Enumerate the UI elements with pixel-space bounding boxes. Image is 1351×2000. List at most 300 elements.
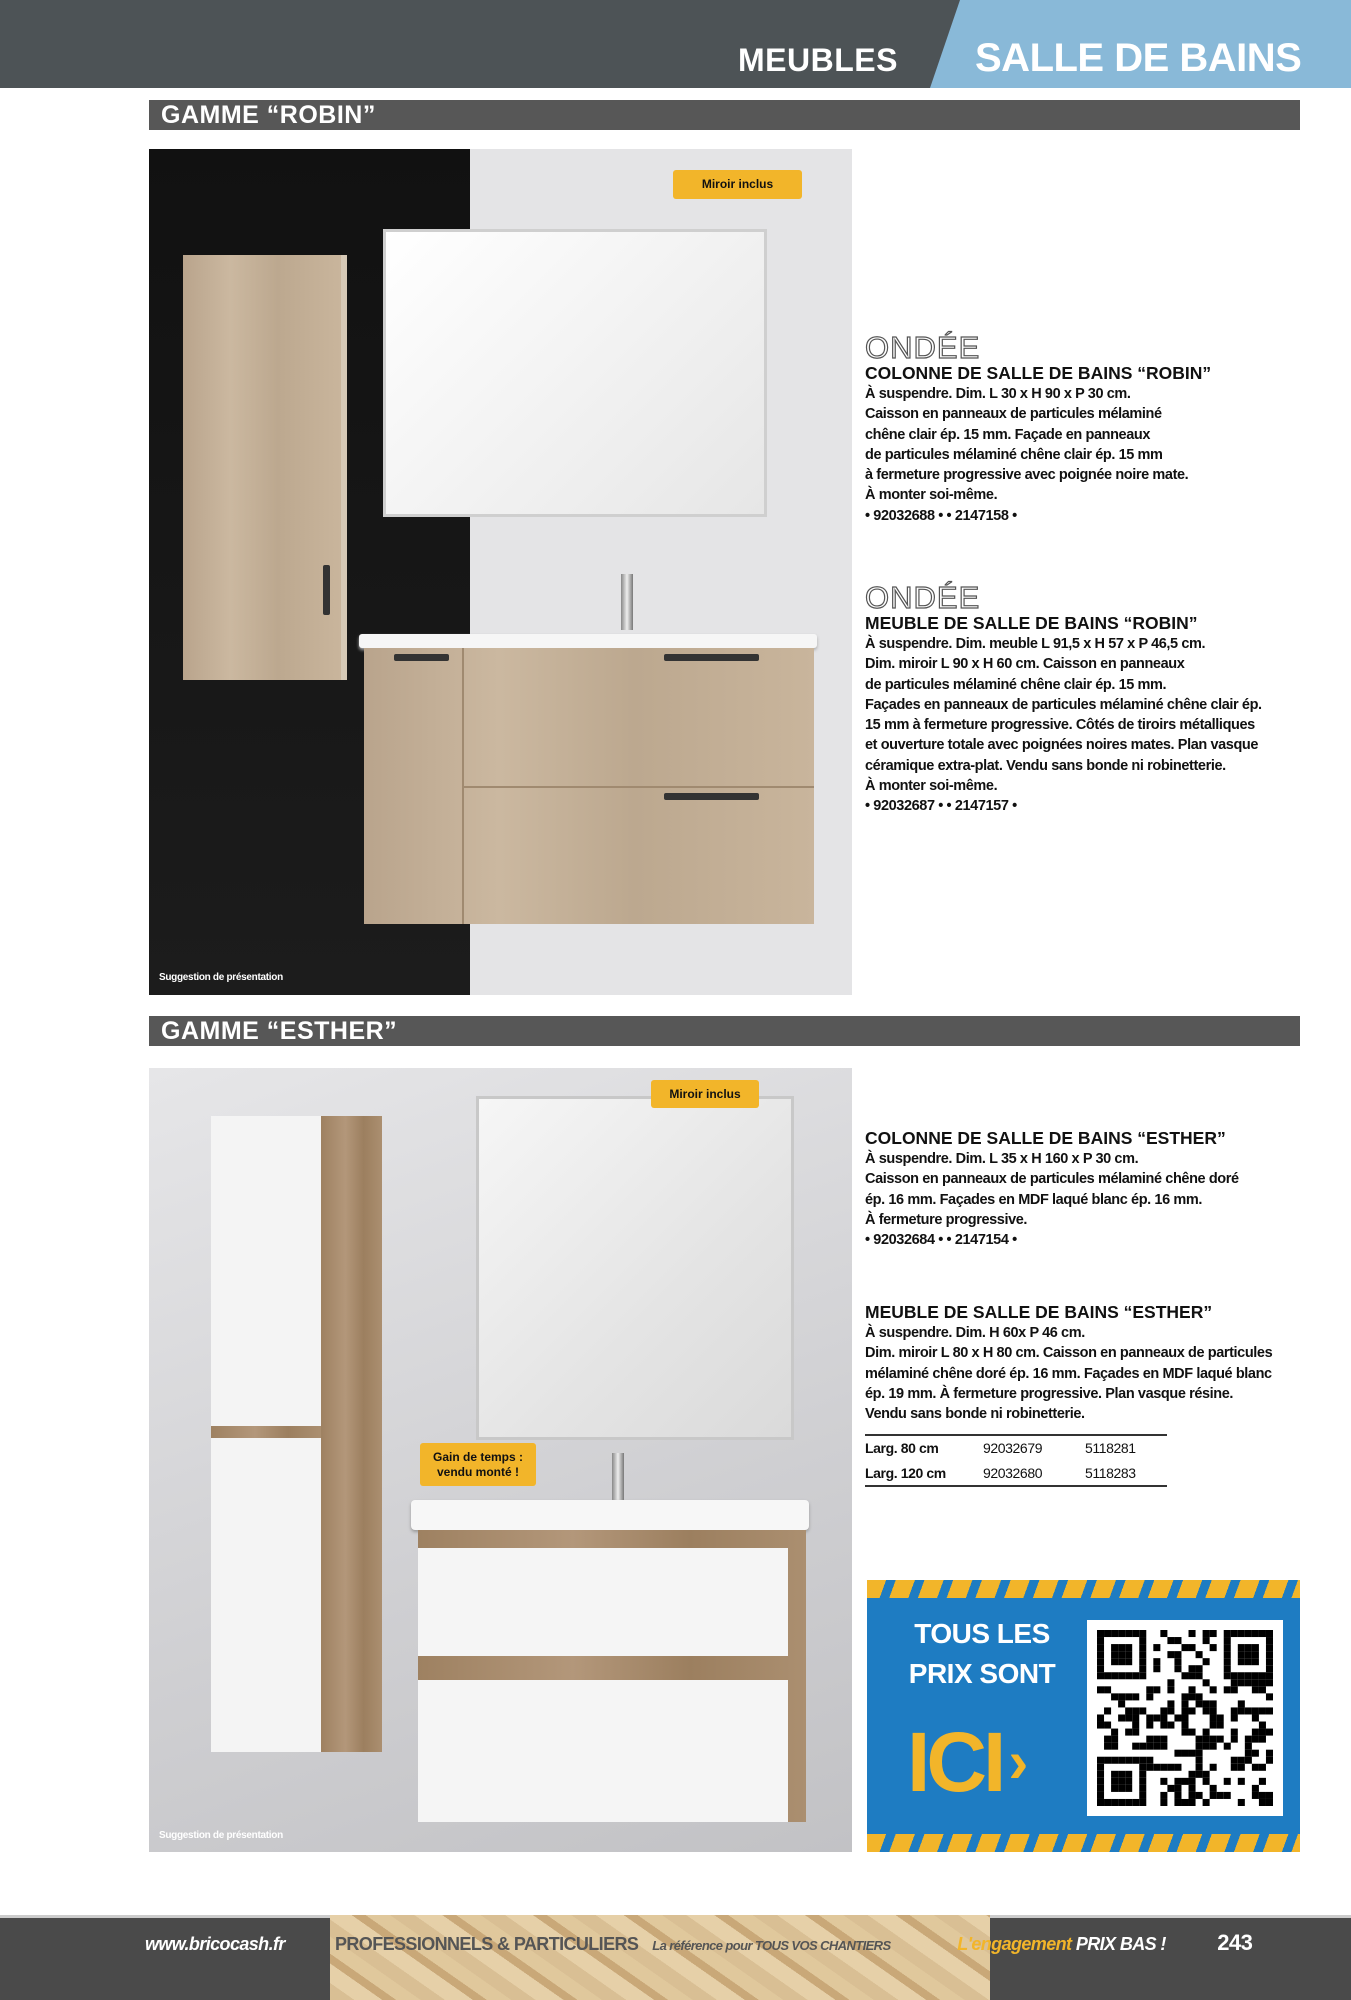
qr-module	[1189, 1729, 1196, 1736]
qr-module	[1245, 1679, 1252, 1686]
qr-module	[1266, 1637, 1273, 1644]
qr-module	[1266, 1651, 1273, 1658]
qr-module	[1167, 1679, 1174, 1686]
page-number: 243	[1217, 1930, 1253, 1955]
qr-module	[1097, 1785, 1104, 1792]
qr-module	[1238, 1778, 1245, 1785]
qr-module	[1189, 1693, 1196, 1700]
qr-module	[1160, 1764, 1167, 1771]
arrow-right-icon: ›	[1008, 1728, 1029, 1795]
qr-module	[1266, 1630, 1273, 1637]
qr-module	[1210, 1644, 1217, 1651]
qr-module	[1139, 1630, 1146, 1637]
qr-module	[1252, 1736, 1259, 1743]
qr-module	[1224, 1672, 1231, 1679]
qr-module	[1266, 1757, 1273, 1764]
qr-module	[1266, 1707, 1273, 1714]
badge-line: vendu monté !	[436, 1464, 519, 1479]
qr-module	[1139, 1651, 1146, 1658]
qr-module	[1118, 1672, 1125, 1679]
product-refs: • 92032688 • • 2147158 •	[865, 507, 1017, 524]
qr-module	[1139, 1792, 1146, 1799]
qr-module	[1181, 1693, 1188, 1700]
qr-module	[1224, 1686, 1231, 1693]
qr-module	[1189, 1686, 1196, 1693]
qr-module	[1203, 1729, 1210, 1736]
qr-module	[1245, 1757, 1252, 1764]
qr-module	[1139, 1757, 1146, 1764]
qr-module	[1224, 1658, 1231, 1665]
qr-module	[1196, 1672, 1203, 1679]
engagement-a: L'engagement	[957, 1934, 1072, 1954]
qr-module	[1174, 1658, 1181, 1665]
desc-line: ép. 16 mm. Façades en MDF laqué blanc ép. 16 mm.	[865, 1191, 1202, 1208]
qr-module	[1111, 1651, 1118, 1658]
qr-module	[1231, 1714, 1238, 1721]
qr-module	[1252, 1644, 1259, 1651]
qr-module	[1238, 1630, 1245, 1637]
promo-ici-group	[907, 1702, 1082, 1822]
qr-module	[1203, 1630, 1210, 1637]
qr-module	[1231, 1736, 1238, 1743]
qr-module	[1174, 1778, 1181, 1785]
qr-module	[1118, 1651, 1125, 1658]
qr-module	[1139, 1665, 1146, 1672]
qr-module	[1231, 1672, 1238, 1679]
qr-module	[1231, 1729, 1238, 1736]
qr-module	[1097, 1714, 1104, 1721]
category-label: MEUBLES	[738, 42, 898, 78]
qr-module	[1160, 1707, 1167, 1714]
qr-module	[1238, 1644, 1245, 1651]
time-saving-badge	[420, 1443, 536, 1486]
qr-module	[1266, 1729, 1273, 1736]
qr-module	[1210, 1707, 1217, 1714]
qr-module	[1153, 1714, 1160, 1721]
qr-module	[1231, 1707, 1238, 1714]
qr-module	[1259, 1729, 1266, 1736]
qr-module	[1181, 1714, 1188, 1721]
qr-module	[1245, 1672, 1252, 1679]
qr-module	[1203, 1637, 1210, 1644]
qr-module	[1167, 1785, 1174, 1792]
qr-module	[1259, 1799, 1266, 1806]
qr-module	[1203, 1736, 1210, 1743]
qr-module	[1132, 1672, 1139, 1679]
qr-module	[1189, 1792, 1196, 1799]
qr-module	[1181, 1778, 1188, 1785]
qr-module	[1167, 1686, 1174, 1693]
qr-module	[1259, 1679, 1266, 1686]
qr-module	[1167, 1700, 1174, 1707]
qr-module	[1238, 1757, 1245, 1764]
qr-module	[1231, 1630, 1238, 1637]
qr-module	[1203, 1799, 1210, 1806]
qr-module	[1153, 1736, 1160, 1743]
qr-module	[1189, 1771, 1196, 1778]
section-title-robin: GAMME “ROBIN”	[149, 100, 1300, 130]
qr-module	[1132, 1729, 1139, 1736]
qr-module	[1153, 1686, 1160, 1693]
desc-line: À monter soi-même.	[865, 487, 998, 504]
qr-module	[1104, 1686, 1111, 1693]
qr-module	[1266, 1693, 1273, 1700]
qr-module	[1118, 1644, 1125, 1651]
qr-module	[1097, 1665, 1104, 1672]
qr-module	[1153, 1665, 1160, 1672]
qr-module	[1245, 1651, 1252, 1658]
robin-vanity	[364, 648, 814, 924]
variant-code: 5118281	[1085, 1440, 1136, 1457]
qr-module	[1266, 1799, 1273, 1806]
qr-module	[1111, 1644, 1118, 1651]
qr-module	[1252, 1729, 1259, 1736]
qr-module	[1104, 1630, 1111, 1637]
qr-module	[1252, 1686, 1259, 1693]
qr-module	[1224, 1792, 1231, 1799]
ceramic-basin	[359, 634, 817, 648]
qr-module	[1111, 1658, 1118, 1665]
qr-module	[1139, 1658, 1146, 1665]
badge-line: Gain de temps :	[432, 1449, 524, 1464]
qr-module	[1238, 1658, 1245, 1665]
qr-module	[1167, 1707, 1174, 1714]
qr-module	[1196, 1757, 1203, 1764]
qr-module	[1118, 1714, 1125, 1721]
qr-module	[1196, 1792, 1203, 1799]
qr-module	[1238, 1764, 1245, 1771]
qr-module	[1111, 1778, 1118, 1785]
qr-module	[1146, 1736, 1153, 1743]
qr-module	[1189, 1630, 1196, 1637]
qr-module	[1210, 1764, 1217, 1771]
qr-module	[1097, 1672, 1104, 1679]
qr-module	[1125, 1658, 1132, 1665]
promo-text	[889, 1614, 1075, 1694]
product-title: MEUBLE DE SALLE DE BAINS “ESTHER”	[865, 1302, 1213, 1322]
engagement-label	[957, 1934, 1217, 1955]
qr-module	[1238, 1700, 1245, 1707]
qr-module	[1139, 1637, 1146, 1644]
qr-module	[1104, 1672, 1111, 1679]
qr-module	[1181, 1700, 1188, 1707]
desc-line: céramique extra-plat. Vendu sans bonde ni robinetterie.	[865, 757, 1226, 774]
mirror-included-badge: Miroir inclus	[673, 170, 802, 199]
robin-photo	[149, 149, 852, 995]
qr-module	[1174, 1750, 1181, 1757]
qr-module	[1104, 1799, 1111, 1806]
qr-module	[1118, 1630, 1125, 1637]
page-title: SALLE DE BAINS	[975, 36, 1302, 80]
qr-module	[1245, 1750, 1252, 1757]
qr-module	[1132, 1714, 1139, 1721]
qr-module	[1259, 1630, 1266, 1637]
qr-module	[1104, 1707, 1111, 1714]
product-refs: • 92032687 • • 2147157 •	[865, 798, 1017, 815]
qr-module	[1104, 1757, 1111, 1764]
qr-module	[1139, 1672, 1146, 1679]
product-esther-vanity	[865, 1302, 1305, 1487]
robin-column-cabinet	[183, 255, 341, 680]
engagement-b: PRIX BAS !	[1075, 1934, 1166, 1954]
qr-module	[1139, 1644, 1146, 1651]
qr-module	[1125, 1651, 1132, 1658]
qr-module	[1189, 1644, 1196, 1651]
qr-module	[1259, 1778, 1266, 1785]
qr-module	[1097, 1722, 1104, 1729]
desc-line: mélaminé chêne doré ép. 16 mm. Façades en MDF laqué blanc	[865, 1365, 1272, 1382]
qr-module	[1189, 1750, 1196, 1757]
desc-line: Dim. miroir L 80 x H 80 cm. Caisson en panneaux de particules	[865, 1345, 1273, 1362]
qr-module	[1097, 1778, 1104, 1785]
qr-module	[1146, 1722, 1153, 1729]
qr-module	[1139, 1764, 1146, 1771]
qr-module	[1097, 1630, 1104, 1637]
qr-module	[1245, 1736, 1252, 1743]
qr-module	[1217, 1736, 1224, 1743]
qr-module	[1203, 1778, 1210, 1785]
qr-module	[1238, 1679, 1245, 1686]
product-robin-vanity	[865, 580, 1305, 817]
qr-module	[1111, 1693, 1118, 1700]
qr-module	[1252, 1679, 1259, 1686]
qr-module	[1174, 1665, 1181, 1672]
qr-module	[1266, 1665, 1273, 1672]
qr-module	[1259, 1792, 1266, 1799]
qr-module	[1259, 1707, 1266, 1714]
qr-module	[1111, 1785, 1118, 1792]
qr-module	[1189, 1707, 1196, 1714]
qr-module	[1245, 1658, 1252, 1665]
qr-module	[1224, 1651, 1231, 1658]
variant-width: Larg. 120 cm	[865, 1464, 946, 1481]
qr-module	[1160, 1792, 1167, 1799]
qr-module	[1160, 1743, 1167, 1750]
qr-module	[1118, 1693, 1125, 1700]
qr-module	[1210, 1736, 1217, 1743]
desc-line: ép. 19 mm. À fermeture progressive. Plan vasque résine.	[865, 1385, 1234, 1402]
qr-module	[1210, 1686, 1217, 1693]
qr-module	[1097, 1792, 1104, 1799]
qr-module	[1132, 1707, 1139, 1714]
qr-module	[1174, 1764, 1181, 1771]
qr-module	[1266, 1658, 1273, 1665]
qr-module	[1210, 1722, 1217, 1729]
desc-line: À monter soi-même.	[865, 778, 998, 795]
qr-module	[1097, 1757, 1104, 1764]
qr-module	[1245, 1743, 1252, 1750]
qr-module	[1238, 1707, 1245, 1714]
product-refs: • 92032684 • • 2147154 •	[865, 1232, 1017, 1249]
desc-line: de particules mélaminé chêne clair ép. 15 mm	[865, 446, 1163, 463]
qr-module	[1189, 1799, 1196, 1806]
qr-module	[1167, 1764, 1174, 1771]
qr-module	[1238, 1651, 1245, 1658]
qr-module	[1111, 1736, 1118, 1743]
qr-module	[1259, 1764, 1266, 1771]
qr-module	[1210, 1700, 1217, 1707]
desc-line: Dim. miroir L 90 x H 60 cm. Caisson en panneaux	[865, 656, 1185, 673]
product-esther-column	[865, 1128, 1305, 1250]
qr-module	[1196, 1750, 1203, 1757]
qr-module	[1139, 1743, 1146, 1750]
qr-module	[1104, 1736, 1111, 1743]
qr-module	[1189, 1785, 1196, 1792]
qr-module	[1266, 1792, 1273, 1799]
qr-module	[1174, 1651, 1181, 1658]
qr-module	[1217, 1714, 1224, 1721]
qr-module	[1252, 1651, 1259, 1658]
qr-module	[1196, 1743, 1203, 1750]
qr-module	[1266, 1672, 1273, 1679]
qr-module	[1125, 1785, 1132, 1792]
cabinet-handle	[323, 565, 330, 615]
faucet	[621, 574, 633, 630]
qr-module	[1111, 1799, 1118, 1806]
qr-module	[1252, 1750, 1259, 1757]
qr-module	[1245, 1630, 1252, 1637]
qr-module	[1259, 1686, 1266, 1693]
qr-module	[1203, 1679, 1210, 1686]
qr-module	[1146, 1743, 1153, 1750]
qr-module	[1266, 1750, 1273, 1757]
qr-module	[1231, 1679, 1238, 1686]
qr-module	[1252, 1714, 1259, 1721]
qr-module	[1125, 1693, 1132, 1700]
qr-module	[1196, 1700, 1203, 1707]
esther-mirror	[476, 1096, 794, 1440]
ondee-logo: ONDÉE	[865, 330, 981, 365]
qr-module	[1104, 1743, 1111, 1750]
qr-module	[1181, 1722, 1188, 1729]
qr-module	[1174, 1714, 1181, 1721]
hazard-stripe	[867, 1834, 1300, 1852]
qr-module	[1203, 1707, 1210, 1714]
qr-module	[1224, 1778, 1231, 1785]
qr-module	[1132, 1799, 1139, 1806]
qr-module	[1252, 1672, 1259, 1679]
qr-code[interactable]	[1087, 1620, 1283, 1816]
qr-module	[1132, 1693, 1139, 1700]
qr-module	[1231, 1764, 1238, 1771]
promo-ici: ICI	[907, 1715, 1003, 1809]
qr-module	[1118, 1799, 1125, 1806]
table-row	[865, 1461, 1167, 1486]
qr-module	[1252, 1764, 1259, 1771]
qr-module	[1259, 1736, 1266, 1743]
qr-module	[1111, 1672, 1118, 1679]
qr-module	[1174, 1799, 1181, 1806]
qr-module	[1146, 1693, 1153, 1700]
qr-module	[1210, 1792, 1217, 1799]
mirror-included-badge: Miroir inclus	[651, 1080, 759, 1108]
footer-tagline: PROFESSIONNELS & PARTICULIERS	[335, 1934, 639, 1954]
product-title: COLONNE DE SALLE DE BAINS “ROBIN”	[865, 363, 1212, 383]
variant-width: Larg. 80 cm	[865, 1440, 939, 1457]
qr-module	[1111, 1743, 1118, 1750]
qr-module	[1238, 1672, 1245, 1679]
footer-tagline-2: La référence pour TOUS VOS CHANTIERS	[652, 1938, 891, 1953]
qr-module	[1153, 1644, 1160, 1651]
price-qr-banner[interactable]	[867, 1580, 1300, 1852]
qr-module	[1125, 1714, 1132, 1721]
qr-module	[1111, 1757, 1118, 1764]
desc-line: À suspendre. Dim. H 60x P 46 cm.	[865, 1325, 1085, 1341]
esther-column-side	[321, 1116, 382, 1752]
ondee-logo: ONDÉE	[865, 580, 981, 615]
qr-module	[1118, 1700, 1125, 1707]
qr-module	[1252, 1707, 1259, 1714]
qr-module	[1245, 1707, 1252, 1714]
qr-module	[1139, 1785, 1146, 1792]
qr-module	[1189, 1672, 1196, 1679]
qr-module	[1259, 1672, 1266, 1679]
qr-module	[1160, 1778, 1167, 1785]
table-row	[865, 1435, 1167, 1460]
qr-module	[1210, 1743, 1217, 1750]
desc-line: Façades en panneaux de particules mélaminé chêne clair ép.	[865, 696, 1262, 713]
qr-module	[1160, 1714, 1167, 1721]
qr-module	[1181, 1644, 1188, 1651]
drawer-handle	[664, 793, 759, 800]
promo-line: PRIX SONT	[908, 1658, 1056, 1689]
qr-module	[1196, 1693, 1203, 1700]
qr-module	[1259, 1722, 1266, 1729]
qr-module	[1210, 1630, 1217, 1637]
qr-module	[1139, 1799, 1146, 1806]
qr-module	[1160, 1736, 1167, 1743]
qr-module	[1146, 1686, 1153, 1693]
qr-module	[1196, 1736, 1203, 1743]
photo-caption: Suggestion de présentation	[159, 1830, 283, 1841]
qr-module	[1224, 1630, 1231, 1637]
qr-module	[1181, 1729, 1188, 1736]
desc-line: Caisson en panneaux de particules mélaminé chêne doré	[865, 1171, 1239, 1188]
qr-module	[1097, 1771, 1104, 1778]
qr-module	[1238, 1799, 1245, 1806]
desc-line: Vendu sans bonde ni robinetterie.	[865, 1406, 1085, 1423]
qr-module	[1139, 1707, 1146, 1714]
qr-module	[1210, 1714, 1217, 1721]
qr-module	[1146, 1764, 1153, 1771]
qr-module	[1153, 1743, 1160, 1750]
desc-line: À suspendre. Dim. meuble L 91,5 x H 57 x P 46,5 cm.	[865, 636, 1206, 652]
qr-module	[1252, 1792, 1259, 1799]
variant-code: 5118283	[1085, 1464, 1136, 1481]
hazard-stripe	[867, 1580, 1300, 1598]
esther-column-front	[211, 1116, 321, 1752]
qr-module	[1224, 1743, 1231, 1750]
website-link[interactable]: www.bricocash.fr	[145, 1934, 285, 1954]
qr-module	[1217, 1792, 1224, 1799]
desc-line: de particules mélaminé chêne clair ép. 15 mm.	[865, 676, 1167, 693]
qr-module	[1224, 1644, 1231, 1651]
qr-module	[1139, 1778, 1146, 1785]
qr-module	[1118, 1771, 1125, 1778]
qr-module	[1125, 1729, 1132, 1736]
qr-module	[1231, 1757, 1238, 1764]
qr-module	[1132, 1722, 1139, 1729]
qr-module	[1097, 1658, 1104, 1665]
qr-module	[1097, 1644, 1104, 1651]
qr-module	[1111, 1630, 1118, 1637]
variant-ref: 92032680	[983, 1464, 1043, 1481]
qr-module	[1231, 1686, 1238, 1693]
qr-module	[1196, 1764, 1203, 1771]
qr-module	[1181, 1799, 1188, 1806]
qr-module	[1139, 1771, 1146, 1778]
desc-line: chêne clair ép. 15 mm. Façade en panneaux	[865, 426, 1151, 443]
